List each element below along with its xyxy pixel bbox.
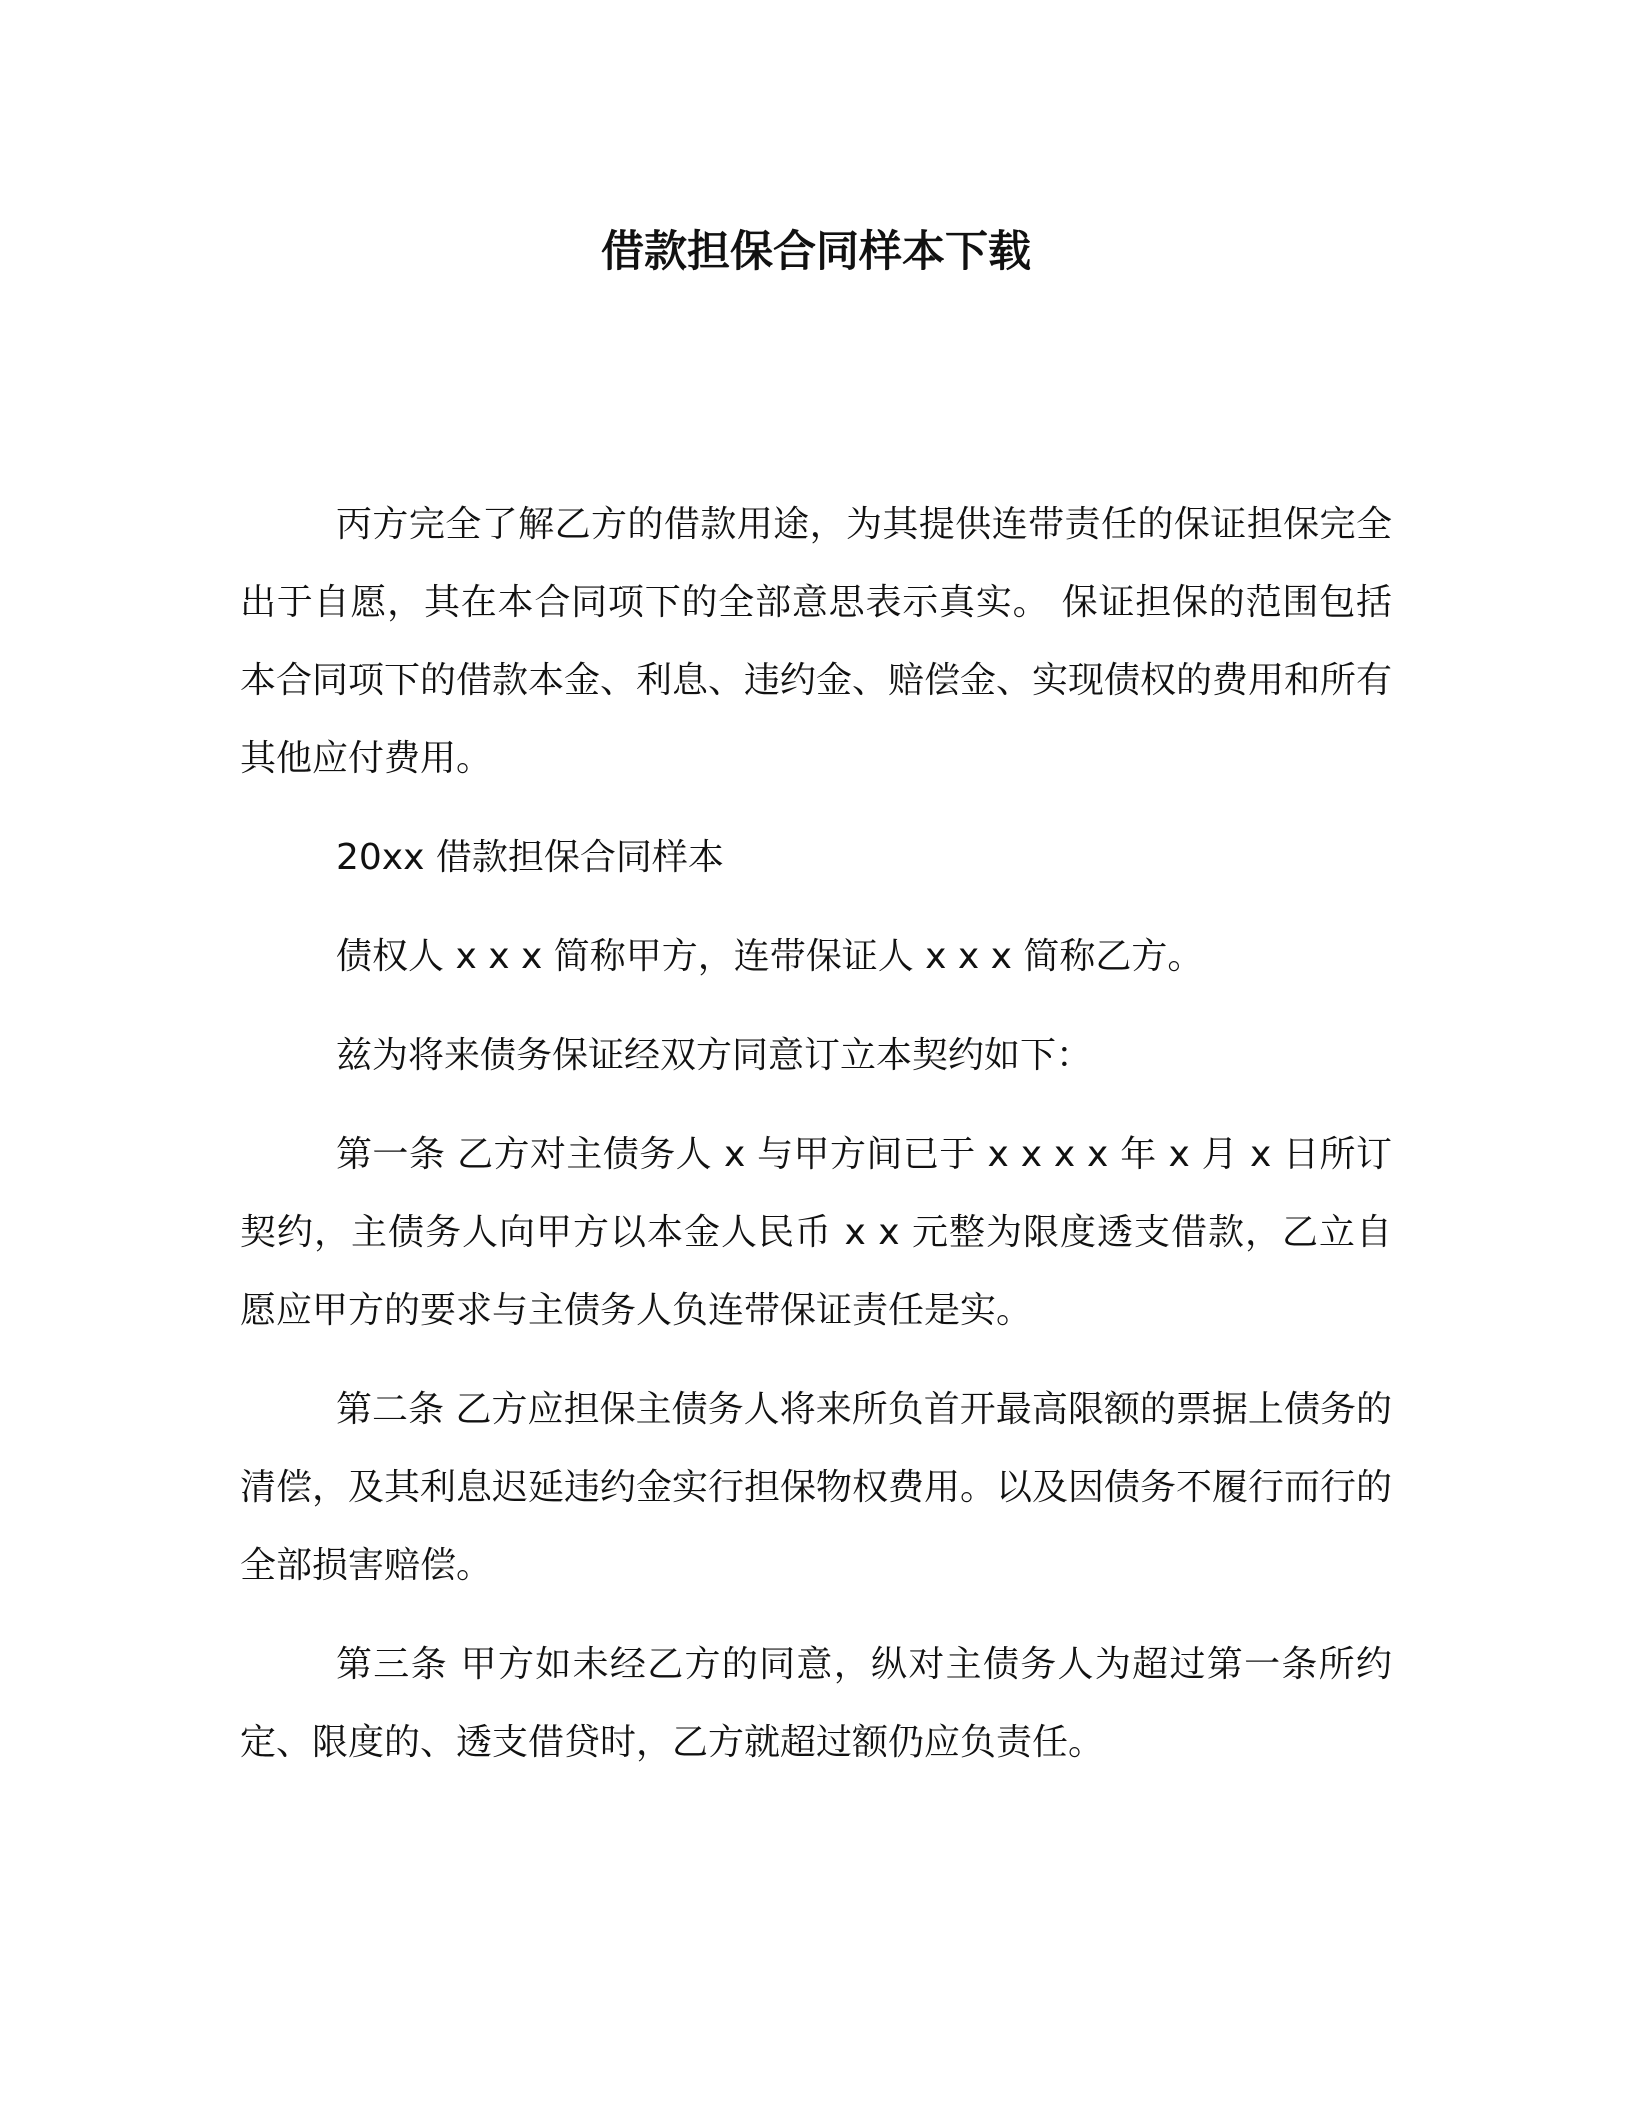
paragraph-parties: 债权人 x x x 简称甲方，连带保证人 x x x 简称乙方。: [336, 936, 1204, 977]
paragraph-intro: 丙方完全了解乙方的借款用途，为其提供连带责任的保证担保完全出于自愿，其在本合同项下的全部意思表示真实。 保证担保的范围包括本合同项下的借款本金、利息、违约金、赔偿金、实现债权的费用和所有其他应付费用。: [240, 504, 1393, 779]
paragraph-sample-heading: 20xx 借款担保合同样本: [336, 837, 724, 878]
paragraph-article-1: 第一条 乙方对主债务人 x 与甲方间已于 x x x x 年 x 月 x 日所订契约，主债务人向甲方以本金人民币 x x 元整为限度透支借款，乙立自愿应甲方的要求与主债务人负连带保证责任是实。: [240, 1134, 1392, 1331]
document-body: [240, 486, 1392, 1803]
paragraph-agreement: 兹为将来债务保证经双方同意订立本契约如下：: [336, 1035, 1093, 1076]
document-title: 借款担保合同样本下载: [601, 227, 1031, 277]
paragraph-article-2: 第二条 乙方应担保主债务人将来所负首开最高限额的票据上债务的清偿，及其利息迟延违约金实行担保物权费用。以及因债务不履行而行的全部损害赔偿。: [240, 1389, 1393, 1586]
paragraph-article-3: 第三条 甲方如未经乙方的同意，纵对主债务人为超过第一条所约定、限度的、透支借贷时，乙方就超过额仍应负责任。: [240, 1644, 1392, 1763]
